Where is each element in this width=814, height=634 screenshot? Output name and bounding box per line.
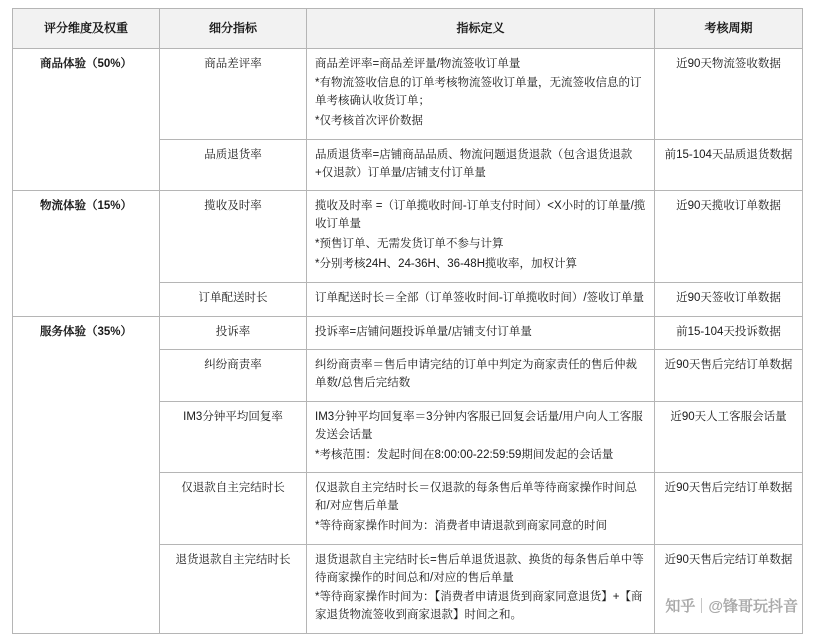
definition-line: 投诉率=店铺问题投诉单量/店铺支付订单量	[315, 325, 532, 338]
sub-metric-cell: 揽收及时率	[160, 191, 307, 282]
sub-metric-cell: 投诉率	[160, 316, 307, 350]
kpi-table	[12, 8, 803, 634]
zhihu-logo: 知乎	[665, 598, 696, 615]
definition-line: IM3分钟平均回复率＝3分钟内客服已回复会话量/用户向人工客服发送会话量	[315, 410, 643, 441]
definition-cell	[307, 350, 655, 402]
sub-metric-cell: 仅退款自主完结时长	[160, 473, 307, 544]
sub-metric-cell: 订单配送时长	[160, 282, 307, 316]
sub-metric-cell: 退货退款自主完结时长	[160, 544, 307, 633]
definition-cell	[307, 139, 655, 191]
cycle-cell: 近90天签收订单数据	[655, 282, 803, 316]
cycle-cell: 近90天售后完结订单数据	[655, 350, 803, 402]
document-page	[0, 8, 814, 626]
sub-metric-cell: IM3分钟平均回复率	[160, 401, 307, 472]
cycle-cell: 近90天售后完结订单数据	[655, 544, 803, 633]
watermark	[665, 595, 798, 616]
dimension-cell: 商品体验（50%）	[13, 48, 160, 191]
cycle-cell: 前15-104天投诉数据	[655, 316, 803, 350]
definition-line: 品质退货率=店铺商品品质、物流问题退货退款（包含退货退款+仅退款）订单量/店铺支付订单量	[315, 148, 633, 179]
dimension-cell: 服务体验（35%）	[13, 316, 160, 634]
column-header-definition: 指标定义	[307, 9, 655, 49]
table-header-row	[13, 9, 803, 49]
definition-line: 订单配送时长＝全部（订单签收时间-订单揽收时间）/签收订单量	[315, 291, 645, 304]
table-row	[13, 316, 803, 350]
definition-line: 纠纷商责率＝售后申请完结的订单中判定为商家责任的售后仲裁单数/总售后完结数	[315, 359, 637, 390]
definition-cell	[307, 191, 655, 282]
definition-cell	[307, 544, 655, 633]
definition-line: *预售订单、无需发货订单不参与计算	[315, 238, 504, 251]
dimension-cell: 物流体验（15%）	[13, 191, 160, 316]
cycle-cell: 近90天物流签收数据	[655, 48, 803, 139]
definition-cell	[307, 282, 655, 316]
column-header-sub-metric: 细分指标	[160, 9, 307, 49]
definition-line: *分别考核24H、24-36H、36-48H揽收率，加权计算	[315, 257, 578, 270]
sub-metric-cell: 纠纷商责率	[160, 350, 307, 402]
definition-cell	[307, 48, 655, 139]
sub-metric-cell: 品质退货率	[160, 139, 307, 191]
definition-line: 退货退款自主完结时长=售后单退货退款、换货的每条售后单中等待商家操作的时间总和/对应的售后单量	[315, 553, 644, 584]
cycle-cell: 近90天揽收订单数据	[655, 191, 803, 282]
definition-line: *考核范围：发起时间在8:00:00-22:59:59期间发起的会话量	[315, 448, 614, 461]
definition-line: 仅退款自主完结时长＝仅退款的每条售后单等待商家操作时间总和/对应售后单量	[315, 482, 637, 513]
definition-line: *有物流签收信息的订单考核物流签收订单量，无流签收信息的订单考核确认收货订单；	[315, 77, 642, 108]
table-row	[13, 191, 803, 282]
definition-line: 揽收及时率 =（订单揽收时间-订单支付时间）<X小时的订单量/揽收订单量	[315, 200, 646, 231]
cycle-cell: 近90天售后完结订单数据	[655, 473, 803, 544]
definition-line: *仅考核首次评价数据	[315, 115, 423, 128]
definition-line: 商品差评率=商品差评量/物流签收订单量	[315, 57, 521, 70]
cycle-cell: 近90天人工客服会话量	[655, 401, 803, 472]
column-header-cycle: 考核周期	[655, 9, 803, 49]
column-header-dimension: 评分维度及权重	[13, 9, 160, 49]
cycle-cell: 前15-104天品质退货数据	[655, 139, 803, 191]
watermark-username: @锋哥玩抖音	[708, 598, 798, 615]
definition-cell	[307, 473, 655, 544]
definition-cell	[307, 316, 655, 350]
table-row	[13, 48, 803, 139]
watermark-divider	[701, 598, 702, 613]
definition-line: *等待商家操作时间为：【消费者申请退货到商家同意退货】+【商家退货物流签收到商家退款】时间之和。	[315, 591, 643, 622]
definition-cell	[307, 401, 655, 472]
definition-line: *等待商家操作时间为：消费者申请退款到商家同意的时间	[315, 520, 607, 533]
sub-metric-cell: 商品差评率	[160, 48, 307, 139]
